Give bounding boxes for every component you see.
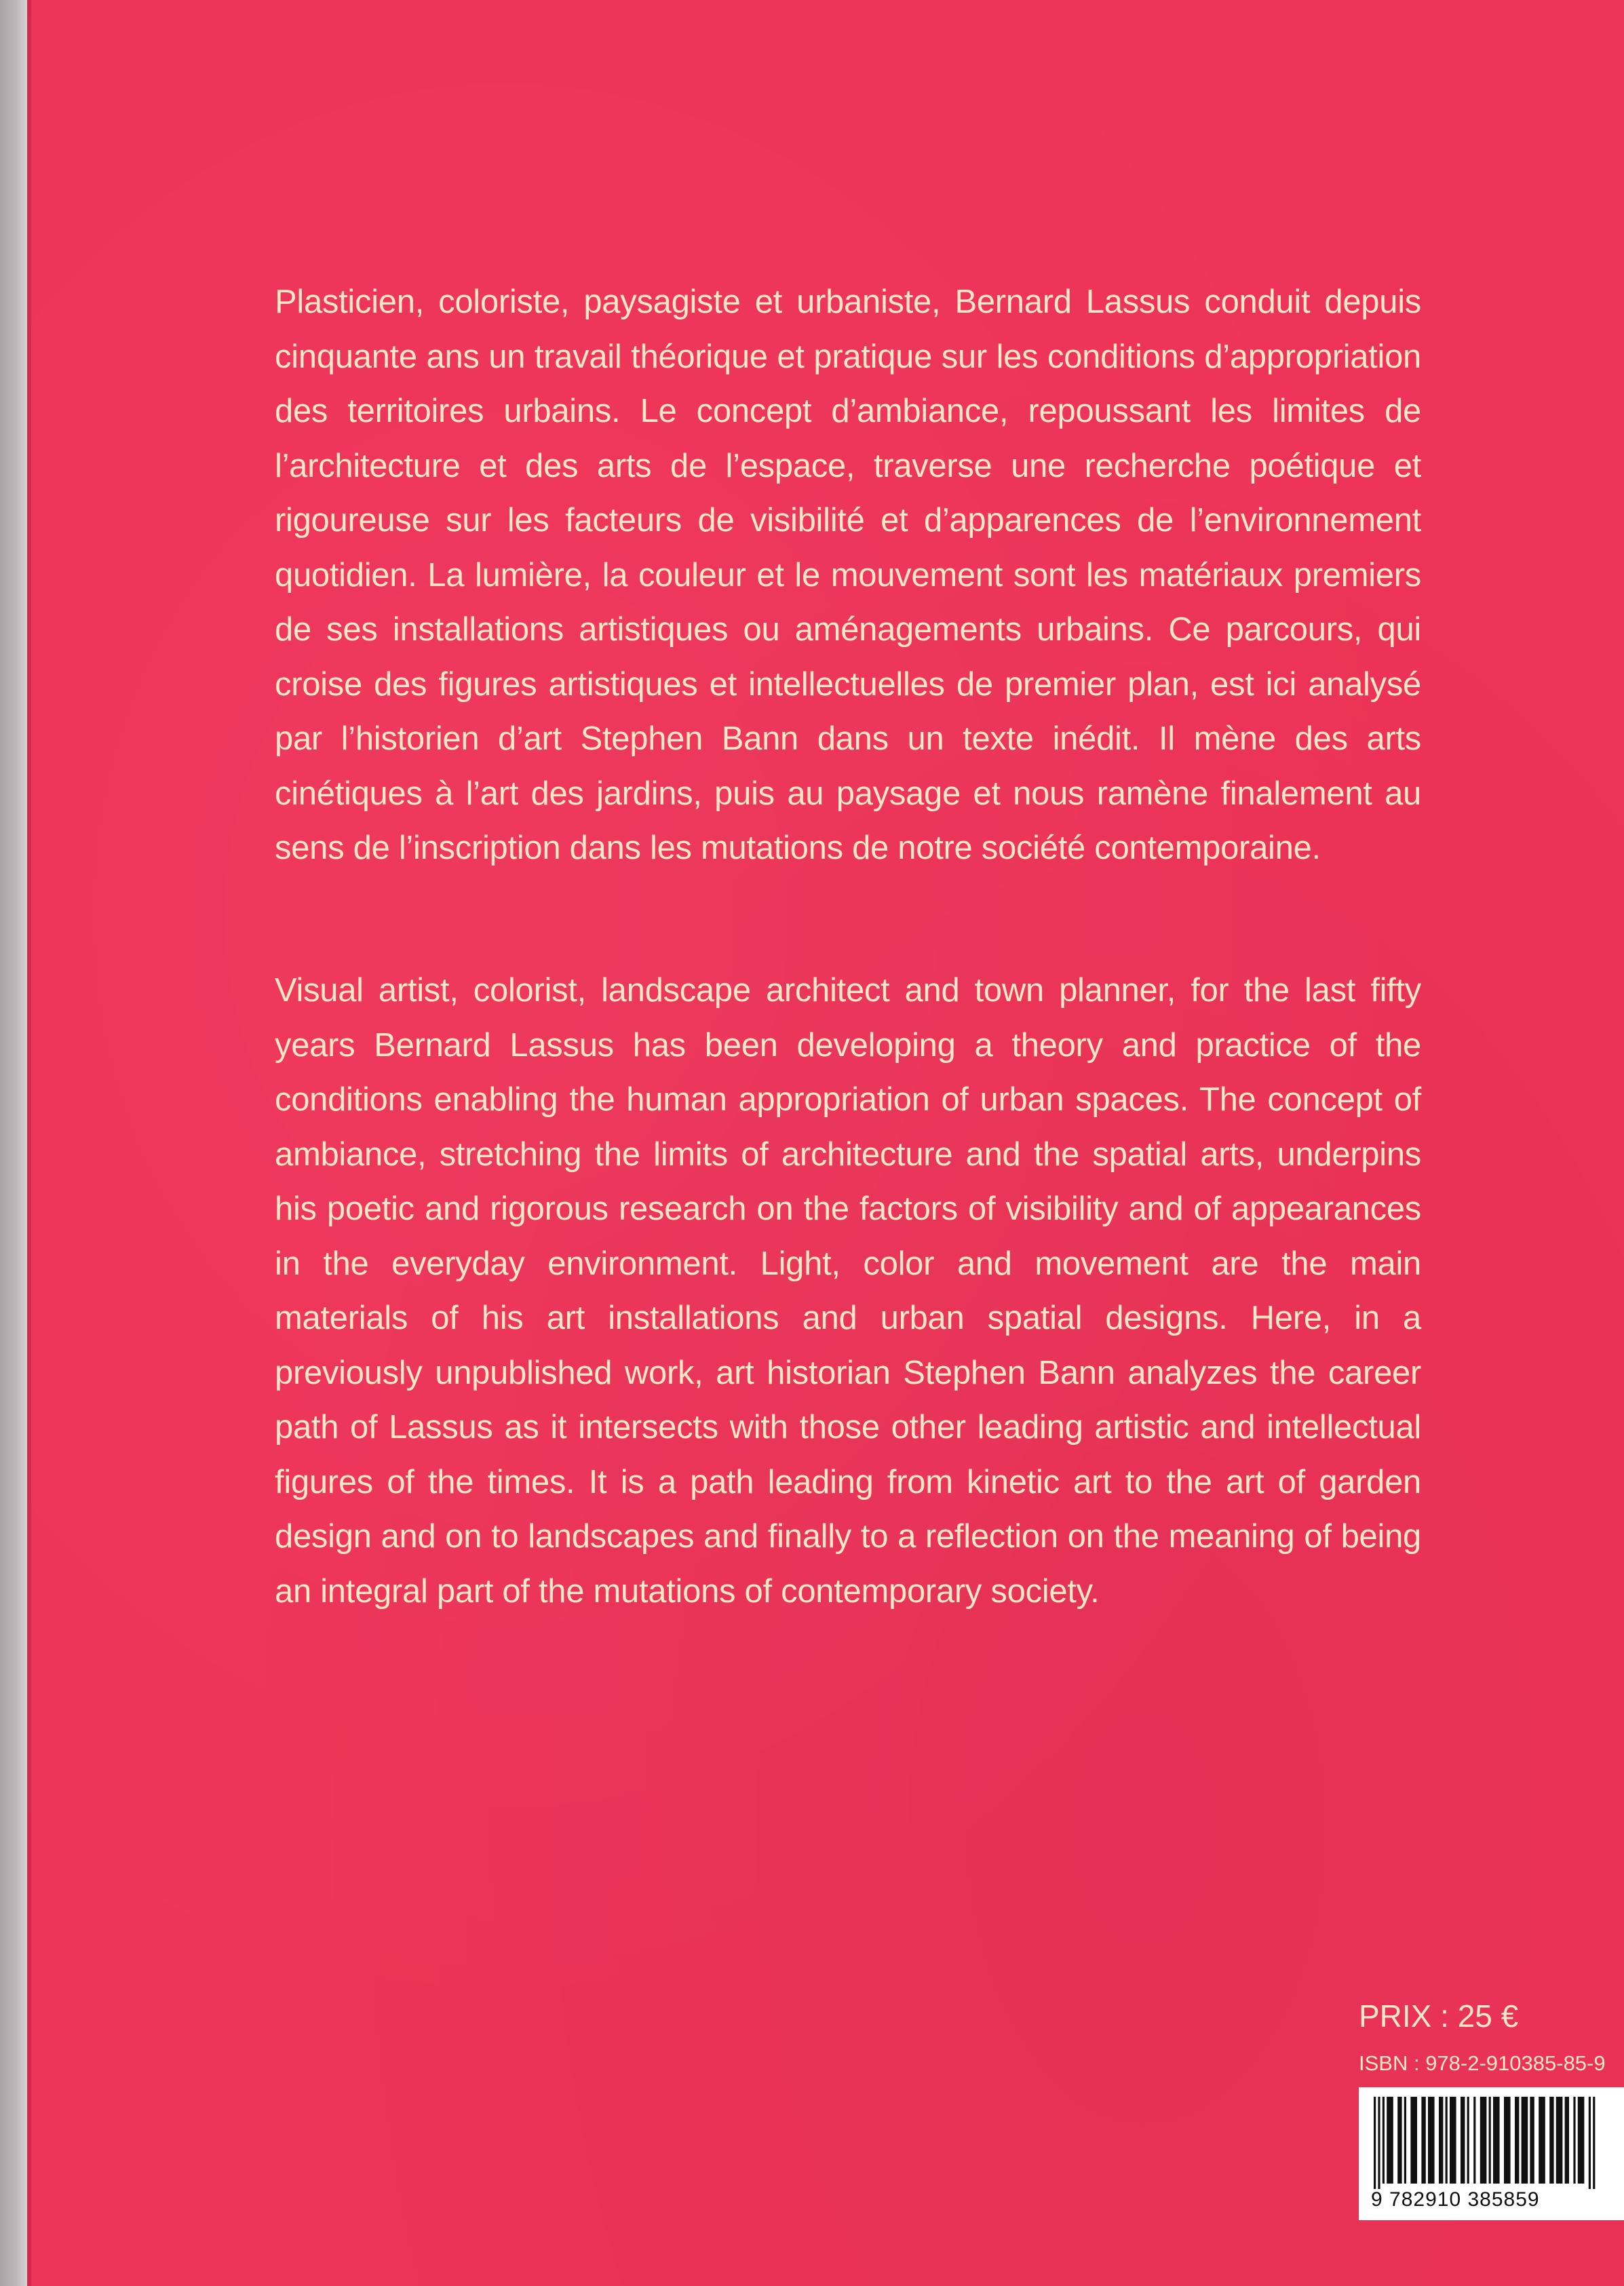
isbn-label: ISBN : 978-2-910385-85-9 bbox=[1359, 2051, 1606, 2075]
barcode-bar bbox=[1489, 2097, 1491, 2184]
barcode-bar bbox=[1374, 2097, 1376, 2189]
barcode-bar bbox=[1589, 2097, 1591, 2189]
barcode-bar bbox=[1573, 2097, 1575, 2184]
barcode-bar bbox=[1410, 2097, 1417, 2184]
barcode-bar bbox=[1387, 2097, 1393, 2184]
barcode-bar bbox=[1480, 2097, 1487, 2184]
barcode-bar bbox=[1461, 2097, 1465, 2184]
barcode-bar bbox=[1530, 2097, 1534, 2184]
blurb-french: Plasticien, coloriste, paysagiste et urbaniste, Bernard Lassus conduit depuis cinquante ans un travail théorique et pratique sur les conditions d’appropriation des territoires urbains. Le concept d’ambiance, repoussant les limites de l’architecture et des arts de l’espace, traverse une recherche poétique et rigoureuse sur les facteurs de visibilité et d’apparences de l’environnement quotidien. La lumière, la couleur et le mouvement sont les matériaux premiers de ses installations artistiques ou aménagements urbains. Ce parcours, qui croise des figures artistiques et intellectuelles de premier plan, est ici analysé par l’historien d’art Stephen Bann dans un texte inédit. Il mène des arts cinétiques à l’art des jardins, puis au paysage et nous ramène finalement au sens de l’inscription dans les mutations de notre société contemporaine. bbox=[275, 284, 1421, 866]
barcode-bar bbox=[1467, 2097, 1469, 2184]
ean13-barcode-icon bbox=[1359, 2087, 1624, 2189]
cover-edge bbox=[27, 0, 31, 2286]
barcode-bar bbox=[1578, 2097, 1585, 2184]
barcode-bar bbox=[1493, 2097, 1500, 2184]
price-label: PRIX : 25 € bbox=[1359, 1998, 1519, 2034]
barcode-bar bbox=[1473, 2097, 1475, 2184]
barcode-bar bbox=[1428, 2097, 1435, 2184]
barcode-bar bbox=[1383, 2097, 1385, 2184]
barcode-bar bbox=[1556, 2097, 1563, 2184]
barcode-bar bbox=[1593, 2097, 1595, 2189]
barcode-bar bbox=[1515, 2097, 1519, 2184]
barcode-bar bbox=[1404, 2097, 1406, 2184]
barcode-digits: 9 782910 385859 bbox=[1371, 2188, 1540, 2211]
barcode-bar bbox=[1378, 2097, 1380, 2189]
barcode bbox=[1359, 2087, 1624, 2220]
barcode-bar bbox=[1565, 2097, 1569, 2184]
scan-spine-shadow bbox=[0, 0, 27, 2286]
blurb-english: Visual artist, colorist, landscape architect and town planner, for the last fifty years Bernard Lassus has been developing a theory and practice of the conditions enabling the human appropriation of urban spaces. The concept of ambiance, stretching the limits of architecture and the spatial arts, underpins his poetic and rigorous research on the factors of visibility and of appearances in the everyday environment. Light, color and movement are the main materials of his art installations and urban spatial designs. Here, in a previously unpublished work, art historian Stephen Bann analyzes the career path of Lassus as it intersects with those other leading artistic and intellectual figures of the times. It is a path leading from kinetic art to the art of garden design and on to landscapes and finally to a reflection on the meaning of being an integral part of the mutations of contemporary society. bbox=[275, 972, 1421, 1610]
barcode-bar bbox=[1397, 2097, 1401, 2184]
barcode-bar bbox=[1446, 2097, 1448, 2184]
barcode-bar bbox=[1549, 2097, 1553, 2184]
barcode-bar bbox=[1421, 2097, 1425, 2184]
barcode-bar bbox=[1504, 2097, 1511, 2184]
barcode-bar bbox=[1450, 2097, 1456, 2184]
barcode-bar bbox=[1539, 2097, 1545, 2184]
barcode-bar bbox=[1439, 2097, 1443, 2184]
barcode-bar bbox=[1522, 2097, 1528, 2184]
